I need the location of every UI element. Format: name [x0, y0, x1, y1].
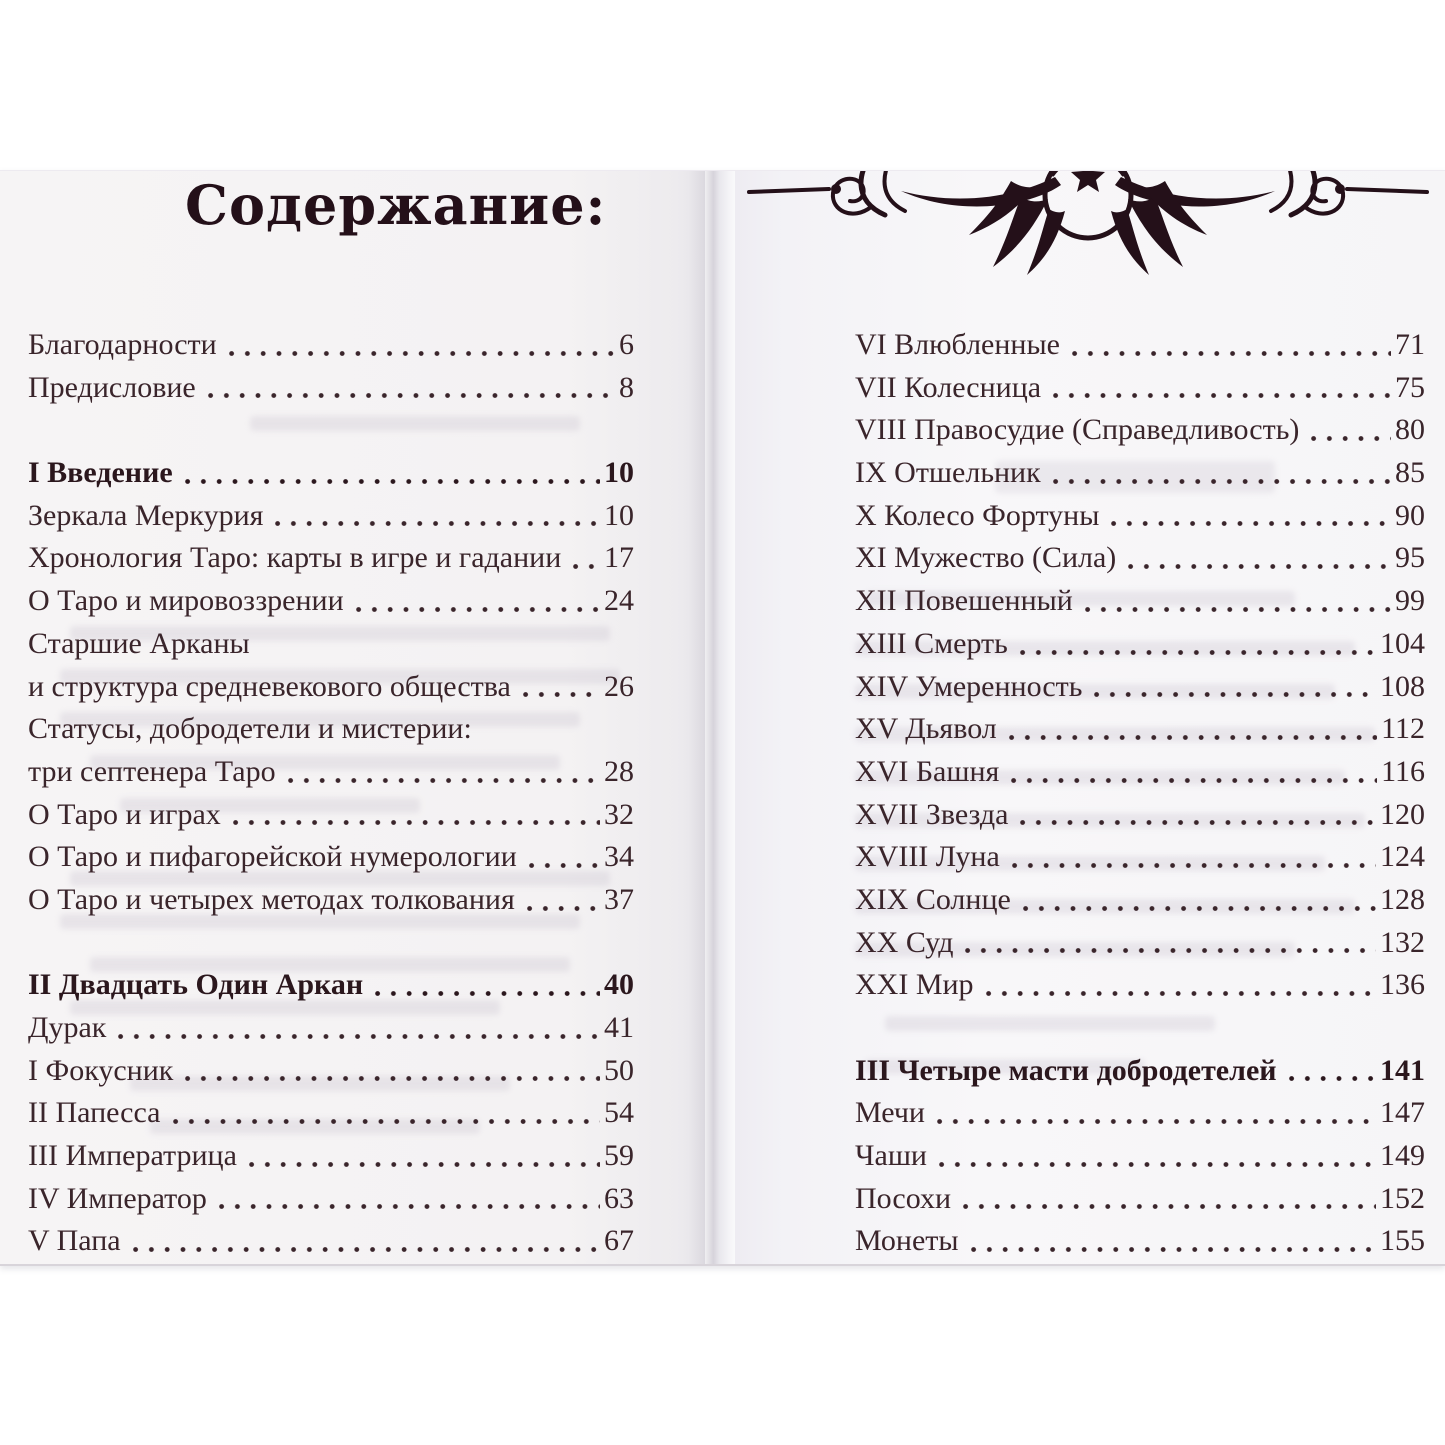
dot-leader — [1023, 905, 1376, 912]
toc-entry-label: Предисловие — [28, 370, 196, 404]
toc-entry-label: XVIII Луна — [855, 840, 1000, 874]
toc-entry — [855, 922, 1425, 965]
toc-entry-page: 132 — [1380, 925, 1425, 959]
toc-entry — [28, 964, 634, 1007]
dot-leader — [1289, 1075, 1376, 1082]
dot-leader — [288, 777, 600, 784]
toc-entry — [28, 751, 634, 794]
toc-entry-label: XIII Смерть — [855, 626, 1008, 660]
dot-leader — [1020, 649, 1376, 656]
toc-entry-page: 85 — [1395, 456, 1425, 490]
dot-leader — [965, 947, 1376, 954]
dot-leader — [523, 691, 600, 698]
toc-entry-label: II Двадцать Один Аркан — [28, 968, 364, 1002]
toc-entry-label: I Фокусник — [28, 1053, 174, 1087]
toc-entry — [28, 1007, 634, 1050]
toc-entry-label: Мечи — [855, 1096, 925, 1130]
toc-entry-label: и структура средневекового общества — [28, 669, 511, 703]
toc-entry-label: III Императрица — [28, 1139, 237, 1173]
toc-entry-label: XI Мужество (Сила) — [855, 541, 1117, 575]
toc-entry-label: VIII Правосудие (Справедливость) — [855, 413, 1300, 447]
toc-entry-label: Хронология Таро: карты в игре и гадании — [28, 541, 562, 575]
dot-leader — [1011, 777, 1377, 784]
dot-leader — [356, 606, 600, 613]
toc-list-right — [855, 324, 1425, 1263]
toc-entry-label: XX Суд — [855, 925, 954, 959]
toc-entry — [855, 836, 1425, 879]
toc-entry-page: 141 — [1380, 1053, 1425, 1087]
toc-entry-label: IV Император — [28, 1181, 207, 1215]
toc-entry-page: 63 — [604, 1181, 634, 1215]
toc-entry-label: О Таро и мировоззрении — [28, 584, 344, 618]
toc-entry-page: 149 — [1380, 1139, 1425, 1173]
toc-entry-page: 124 — [1380, 840, 1425, 874]
toc-entry-label: IX Отшельник — [855, 456, 1041, 490]
dot-leader — [529, 862, 600, 869]
toc-entry — [855, 751, 1425, 794]
toc-entry-page: 120 — [1380, 797, 1425, 831]
dot-leader — [1053, 478, 1391, 485]
toc-entry — [855, 537, 1425, 580]
toc-entry — [855, 1050, 1425, 1093]
dot-leader — [185, 1075, 600, 1082]
toc-entry — [28, 452, 634, 495]
toc-entry — [855, 794, 1425, 837]
dot-leader — [963, 1203, 1376, 1210]
dot-leader — [208, 392, 615, 399]
book-spread — [0, 170, 1445, 1266]
dot-leader — [1128, 563, 1391, 570]
dot-leader — [937, 1118, 1376, 1125]
toc-entry — [855, 324, 1425, 367]
toc-entry-label: III Четыре масти добродетелей — [855, 1053, 1277, 1087]
toc-entry-page: 37 — [604, 882, 634, 916]
toc-entry — [28, 1135, 634, 1178]
toc-entry-page: 152 — [1380, 1181, 1425, 1215]
toc-entry — [855, 666, 1425, 709]
toc-entry-page: 80 — [1395, 413, 1425, 447]
dot-leader — [275, 520, 600, 527]
toc-entry — [855, 964, 1425, 1007]
dot-leader — [573, 563, 600, 570]
toc-entry — [28, 1220, 634, 1263]
dot-leader — [219, 1203, 600, 1210]
toc-entry — [855, 1178, 1425, 1221]
toc-entry — [855, 1220, 1425, 1263]
toc-entry — [28, 580, 634, 623]
dot-leader — [986, 990, 1376, 997]
toc-entry — [28, 537, 634, 580]
book-gutter — [688, 171, 742, 1264]
dot-leader — [1072, 350, 1391, 357]
toc-entry-label: X Колесо Фортуны — [855, 498, 1100, 532]
toc-entry — [855, 879, 1425, 922]
dot-leader — [185, 478, 600, 485]
toc-entry-label: О Таро и пифагорейской нумерологии — [28, 840, 517, 874]
dot-leader — [1311, 435, 1391, 442]
toc-entry — [28, 708, 634, 751]
toc-entry-page: 75 — [1395, 370, 1425, 404]
toc-entry-page: 40 — [604, 968, 634, 1002]
toc-entry-page: 34 — [604, 840, 634, 874]
toc-entry-label: XVI Башня — [855, 754, 1000, 788]
toc-entry-label: Старшие Арканы — [28, 626, 250, 660]
toc-entry-page: 6 — [619, 328, 634, 361]
toc-entry — [28, 879, 634, 922]
dot-leader — [249, 1161, 600, 1168]
toc-entry-label: XIX Солнце — [855, 882, 1011, 916]
dot-leader — [1020, 819, 1376, 826]
toc-entry-label: Статусы, добродетели и мистерии: — [28, 712, 472, 746]
toc-entry-page: 24 — [604, 584, 634, 618]
toc-list-left — [28, 324, 634, 1263]
toc-entry-label: Зеркала Меркурия — [28, 498, 264, 532]
toc-entry — [28, 1050, 634, 1093]
toc-entry-label: три септенера Таро — [28, 754, 276, 788]
toc-entry — [855, 580, 1425, 623]
dot-leader — [229, 350, 615, 357]
toc-entry-page: 99 — [1395, 584, 1425, 618]
toc-entry — [28, 324, 634, 367]
toc-entry-label: I Введение — [28, 456, 173, 490]
toc-entry-label: XV Дьявол — [855, 712, 997, 746]
toc-entry-label: XII Повешенный — [855, 584, 1073, 618]
toc-entry-page: 8 — [619, 370, 634, 404]
toc-entry-label: XIV Умеренность — [855, 669, 1083, 703]
dot-leader — [1094, 691, 1376, 698]
toc-entry-page: 54 — [604, 1096, 634, 1130]
toc-entry — [28, 495, 634, 538]
toc-entry-page: 104 — [1380, 626, 1425, 660]
page-title: Содержание: — [185, 173, 607, 237]
toc-entry — [28, 666, 634, 709]
toc-entry — [855, 1007, 1425, 1050]
dot-leader — [1085, 606, 1391, 613]
dot-leader — [173, 1118, 601, 1125]
toc-entry-label: XXI Мир — [855, 968, 974, 1002]
toc-entry-page: 147 — [1380, 1096, 1425, 1130]
toc-entry — [855, 495, 1425, 538]
toc-entry-page: 50 — [604, 1053, 634, 1087]
dot-leader — [1009, 734, 1377, 741]
toc-entry — [855, 1135, 1425, 1178]
toc-entry-label: Посохи — [855, 1181, 952, 1215]
right-page — [735, 171, 1445, 1264]
dot-leader — [1053, 392, 1391, 399]
dot-leader — [1012, 862, 1376, 869]
toc-entry-page: 32 — [604, 797, 634, 831]
toc-entry-label: О Таро и играх — [28, 797, 221, 831]
toc-entry-page: 116 — [1381, 754, 1425, 788]
toc-entry-label: VII Колесница — [855, 370, 1042, 404]
toc-entry-page: 95 — [1395, 541, 1425, 575]
dot-leader — [133, 1246, 600, 1253]
toc-entry — [855, 1092, 1425, 1135]
dot-leader — [118, 1033, 600, 1040]
toc-entry — [28, 922, 634, 965]
toc-entry — [28, 794, 634, 837]
toc-entry — [28, 1178, 634, 1221]
toc-entry-page: 155 — [1380, 1224, 1425, 1258]
toc-entry — [855, 708, 1425, 751]
toc-entry-label: VI Влюбленные — [855, 328, 1060, 361]
dot-leader — [233, 819, 600, 826]
toc-entry — [855, 452, 1425, 495]
toc-entry-page: 108 — [1380, 669, 1425, 703]
dot-leader — [375, 990, 600, 997]
dot-leader — [971, 1246, 1376, 1253]
toc-entry-page: 136 — [1380, 968, 1425, 1002]
toc-entry — [28, 1092, 634, 1135]
toc-entry — [855, 409, 1425, 452]
toc-entry-label: Дурак — [28, 1011, 107, 1044]
dot-leader — [527, 905, 600, 912]
toc-entry-label: О Таро и четырех методах толкования — [28, 882, 515, 916]
toc-entry — [28, 409, 634, 452]
winged-sun-ornament-icon — [743, 170, 1433, 287]
toc-entry — [28, 836, 634, 879]
toc-entry-label: Чаши — [855, 1139, 927, 1173]
left-page — [0, 171, 705, 1264]
toc-entry-label: V Папа — [28, 1224, 121, 1258]
toc-entry-page: 28 — [604, 754, 634, 788]
toc-entry-label: II Папесса — [28, 1096, 161, 1130]
toc-entry-label: XVII Звезда — [855, 797, 1009, 831]
toc-entry — [28, 367, 634, 410]
toc-entry-page: 10 — [604, 498, 634, 532]
toc-entry-page: 17 — [604, 541, 634, 575]
dot-leader — [1111, 520, 1391, 527]
toc-entry-page: 59 — [604, 1139, 634, 1173]
toc-entry-page: 90 — [1395, 498, 1425, 532]
toc-entry-page: 41 — [604, 1011, 634, 1044]
dot-leader — [939, 1161, 1376, 1168]
toc-entry-page: 26 — [604, 669, 634, 703]
toc-entry-page: 10 — [604, 456, 634, 490]
toc-entry — [855, 367, 1425, 410]
toc-entry-page: 128 — [1380, 882, 1425, 916]
toc-entry — [855, 623, 1425, 666]
toc-entry-label: Благодарности — [28, 328, 217, 361]
toc-entry-page: 67 — [604, 1224, 634, 1258]
toc-entry-page: 112 — [1381, 712, 1425, 746]
toc-entry — [28, 623, 634, 666]
toc-entry-label: Монеты — [855, 1224, 959, 1258]
toc-entry-page: 71 — [1395, 328, 1425, 361]
